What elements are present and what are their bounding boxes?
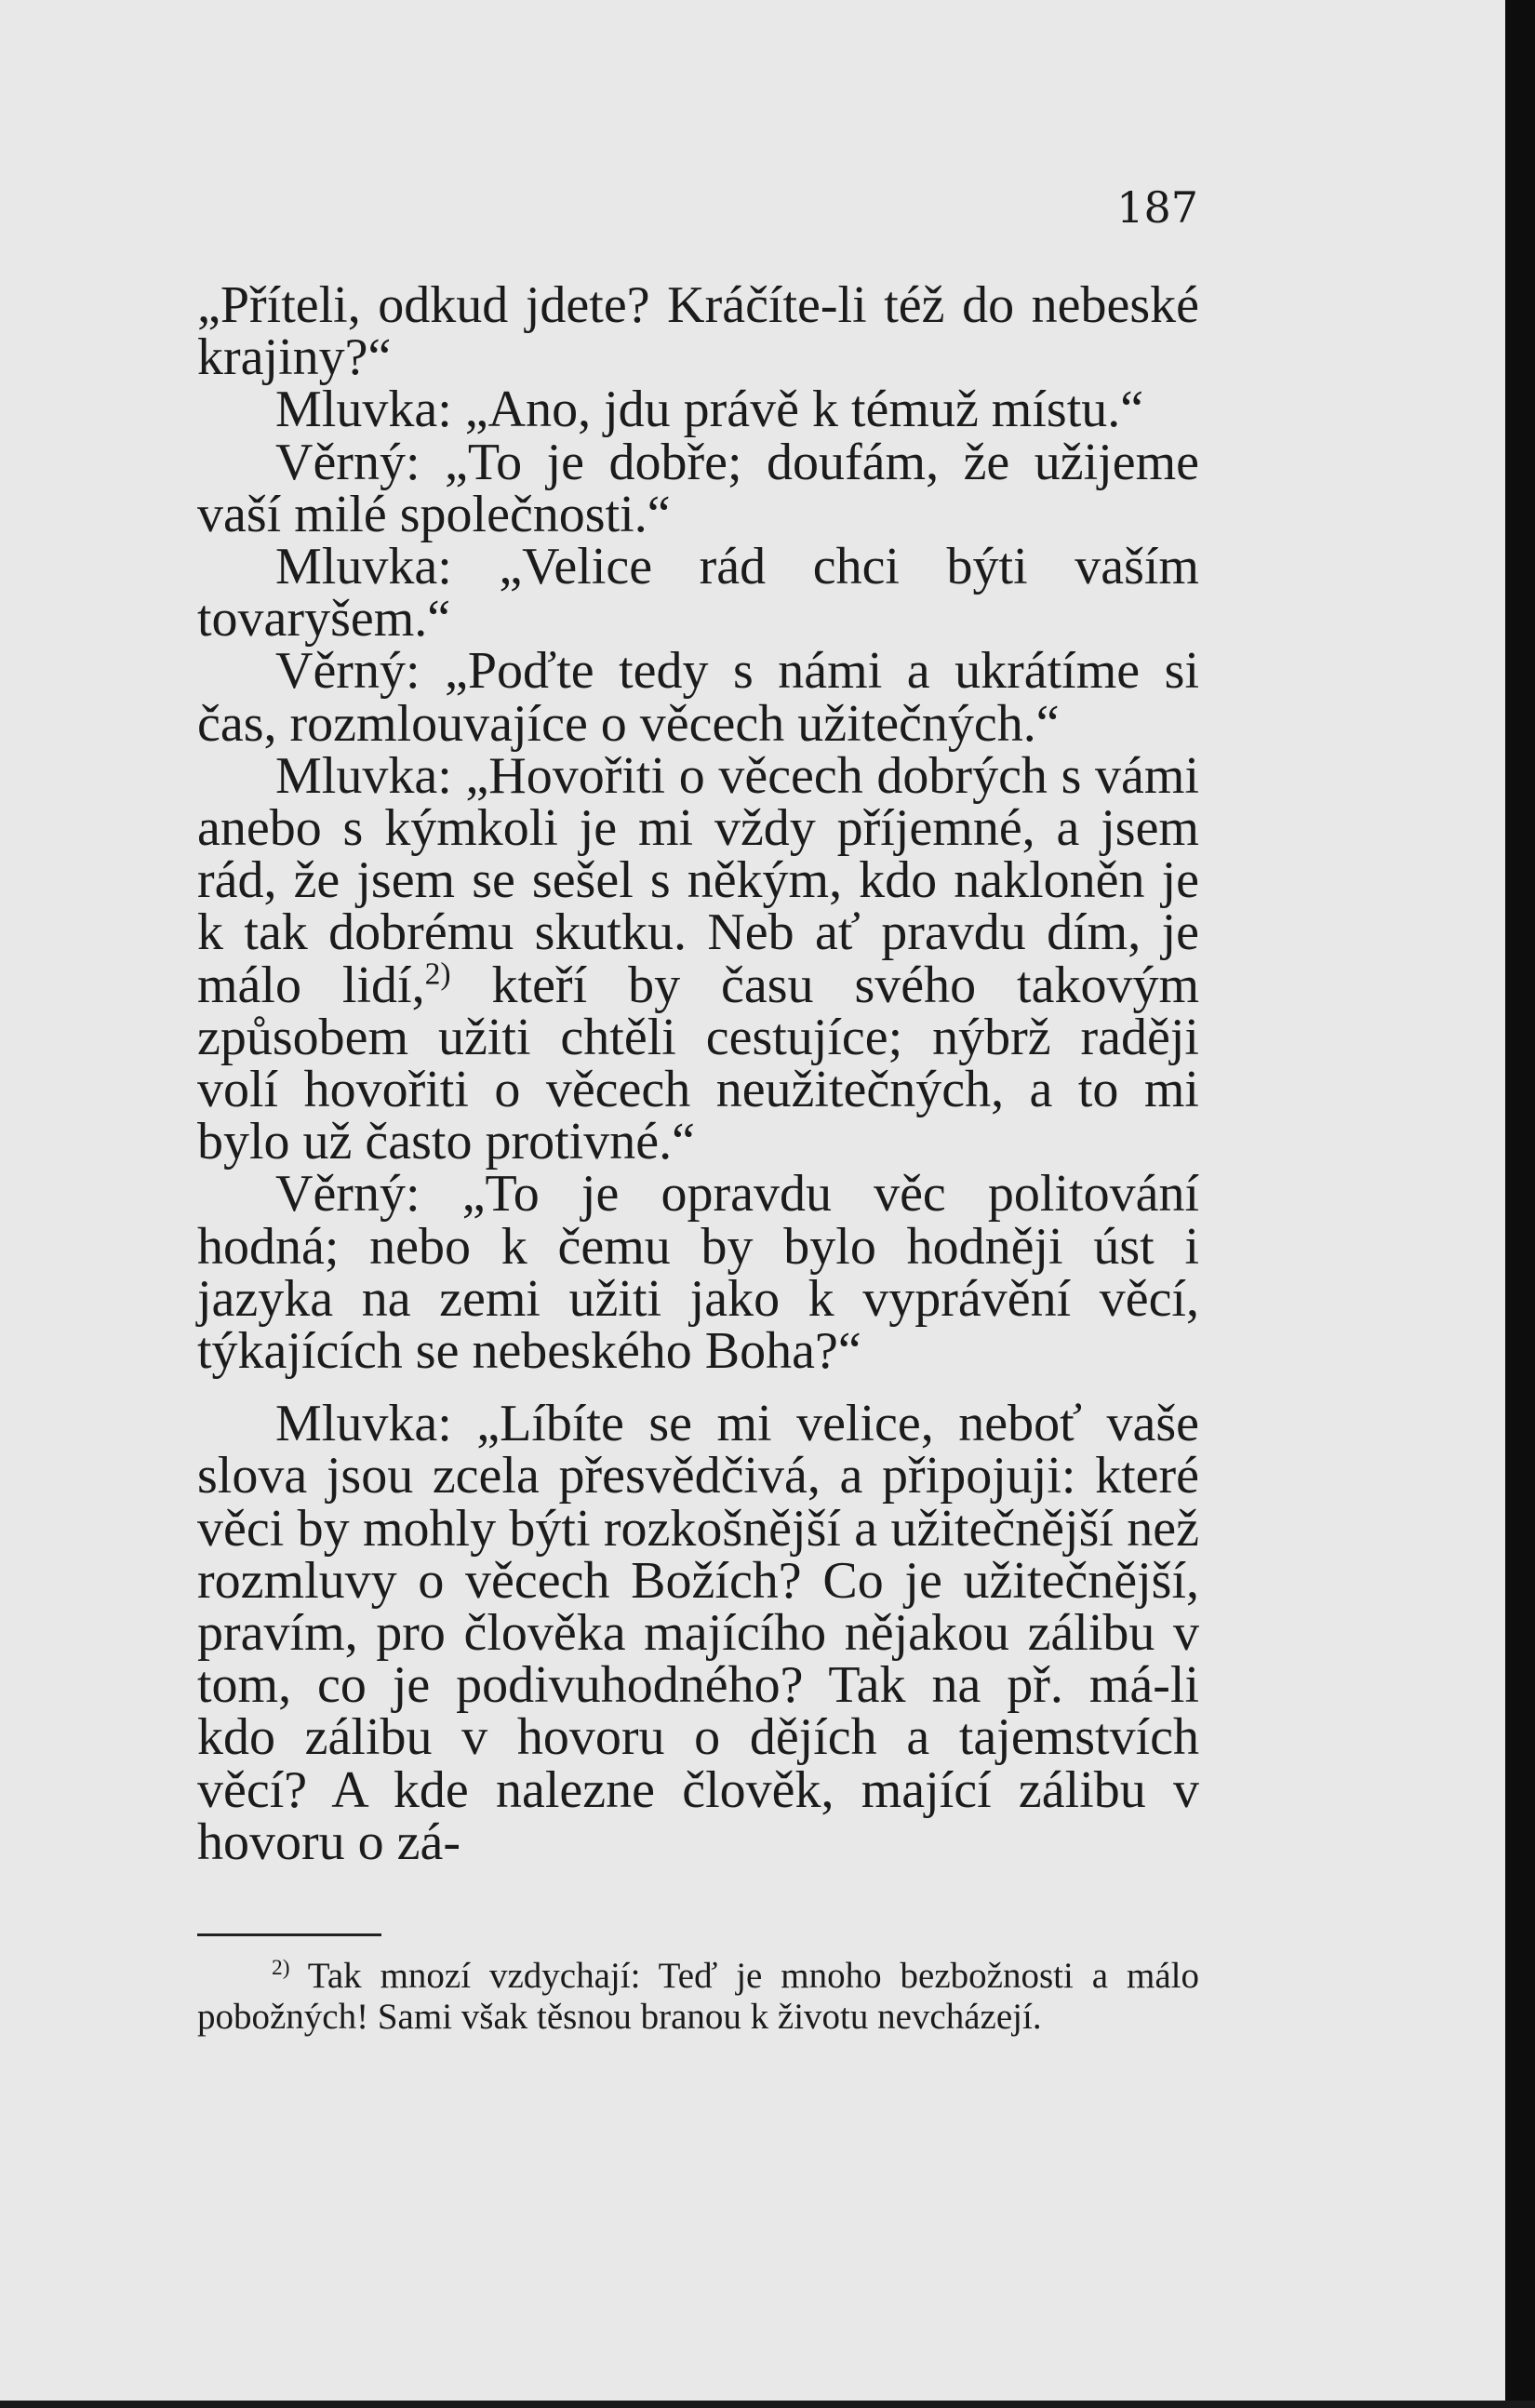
paragraph: Mluvka: „Velice rád chci býti vaším tovaryšem.“ — [197, 538, 1199, 649]
footnote-marker: 2) — [272, 1956, 290, 1980]
scan-edge-right — [1505, 0, 1535, 2408]
paragraph: Věrný: „Poďte tedy s námi a ukrátíme si čas, rozmlouvajíce o věcech užitečných.“ — [197, 642, 1199, 753]
body-text — [197, 276, 1199, 1871]
paragraph: Mluvka: „Ano, jdu právě k témuž místu.“ — [275, 381, 1144, 439]
paragraph: Věrný: „To je dobře; doufám, že užijeme vaší milé společnosti.“ — [197, 433, 1199, 543]
footnote — [197, 1956, 1199, 2038]
paragraph: „Příteli, odkud jdete? Kráčíte-li též do nebeské krajiny?“ — [197, 276, 1199, 387]
footnote-reference: 2) — [424, 956, 451, 991]
paragraph — [197, 746, 1199, 1171]
footnotes — [197, 1956, 1199, 2038]
scan-edge-bottom — [0, 2401, 1535, 2408]
paragraph: Mluvka: „Líbíte se mi velice, neboť vaše slova jsou zcela přesvědčivá, a připojuji: které věci by mohly býti rozkošnější a užitečnější než rozmluvy o věcech Božích? Co je užitečnější, pravím, pro člověka majícího nějakou zálibu v tom, co je podivuhodného? Tak na př. má-li kdo zálibu v hovoru o dějích a tajemstvích věcí? A kde nalezne člověk, mající zálibu v hovoru o zá- — [197, 1395, 1199, 1871]
paragraph-text: kteří by času svého takovým způsobem užiti chtěli cestujíce; nýbrž raději volí hovořiti o věcech neužitečných, a to mi bylo už často protivné.“ — [197, 956, 1199, 1171]
footnote-divider — [197, 1933, 381, 1936]
paragraph: Věrný: „To je opravdu věc politování hodná; nebo k čemu by bylo hodněji úst i jazyka na zemi užiti jako k vyprávění věcí, týkajících se nebeského Boha?“ — [197, 1165, 1199, 1381]
page-number: 187 — [1116, 182, 1198, 233]
paragraph-text: Mluvka: „Hovořiti o věcech dobrých s vámi anebo s kýmkoli je mi vždy příjemné, a jsem rád, že jsem se sešel s někým, kdo nakloněn je k tak dobrému skutku. Neb ať pravdu dím, je málo lidí, — [197, 746, 1199, 1014]
footnote-text: Tak mnozí vzdychají: Teď je mnoho bezbožnosti a málo pobožných! Sami však těsnou branou k životu nevcházejí. — [197, 1956, 1199, 2037]
